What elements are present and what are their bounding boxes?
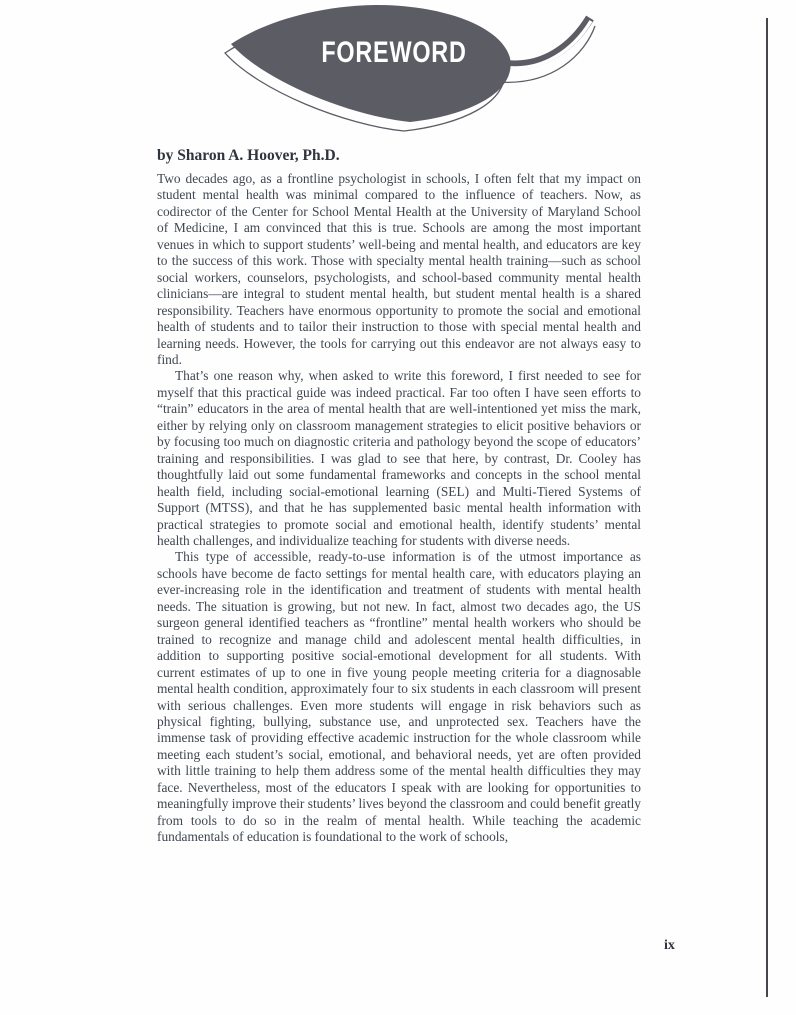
page-number: ix xyxy=(664,938,675,953)
body-text xyxy=(157,171,641,846)
leaf-header xyxy=(213,2,613,140)
byline: by Sharon A. Hoover, Ph.D. xyxy=(157,147,340,164)
paragraph-3: This type of accessible, ready-to-use information is of the utmost importance as schools have become de facto settings for mental health care, with educators playing an ever-increasing role in the identification and treatment of students with mental health needs. The situation is growing, but not new. In fact, almost two decades ago, the US surgeon general identified teachers as “frontline” mental health workers who should be trained to recognize and manage child and adolescent mental health difficulties, in addition to supporting positive social-emotional development for all students. With current estimates of up to one in five young people meeting criteria for a diagnosable mental health condition, approximately four to six students in each classroom will present with serious challenges. Even more students will engage in risk behaviors such as physical fighting, bullying, substance use, and unprotected sex. Teachers have the immense task of providing effective academic instruction for the whole classroom while meeting each student’s social, emotional, and behavioral needs, yet are often provided with little training to help them address some of the mental health difficulties they may face. Nevertheless, most of the educators I speak with are looking for opportunities to meaningfully improve their students’ lives beyond the classroom and could benefit greatly from tools to do so in the realm of mental health. While teaching the academic fundamentals of education is foundational to the work of schools, xyxy=(157,549,641,845)
page-title: FOREWORD xyxy=(321,36,467,69)
page-edge-line xyxy=(766,18,768,997)
paragraph-2: That’s one reason why, when asked to write this foreword, I first needed to see for myself that this practical guide was indeed practical. Far too often I have seen efforts to “train” educators in the area of mental health that are well-intentioned yet miss the mark, either by relying only on classroom management strategies to elicit positive behaviors or by focusing too much on diagnostic criteria and pathology beyond the scope of educators’ training and responsibilities. I was glad to see that here, by contrast, Dr. Cooley has thoughtfully laid out some fundamental frameworks and concepts in the school mental health field, including social-emotional learning (SEL) and Multi-Tiered Systems of Support (MTSS), and that he has supplemented basic mental health information with practical strategies to promote social and emotional health, identify students’ mental health challenges, and individualize teaching for students with diverse needs. xyxy=(157,368,641,548)
paragraph-1: Two decades ago, as a frontline psychologist in schools, I often felt that my impact on student mental health was minimal compared to the influence of teachers. Now, as codirector of the Center for School Mental Health at the University of Maryland School of Medicine, I am convinced that this is true. Schools are among the most important venues in which to support students’ well-being and mental health, and educators are key to the success of this work. Those with specialty mental health training—such as school social workers, counselors, psychologists, and school-based community mental health clinicians—are integral to student mental health, but student mental health is a shared responsibility. Teachers have enormous opportunity to promote the social and emotional health of students and to tailor their instruction to those with special mental health and learning needs. However, the tools for carrying out this endeavor are not always easy to find. xyxy=(157,171,641,367)
leaf-graphic-icon xyxy=(213,2,613,140)
